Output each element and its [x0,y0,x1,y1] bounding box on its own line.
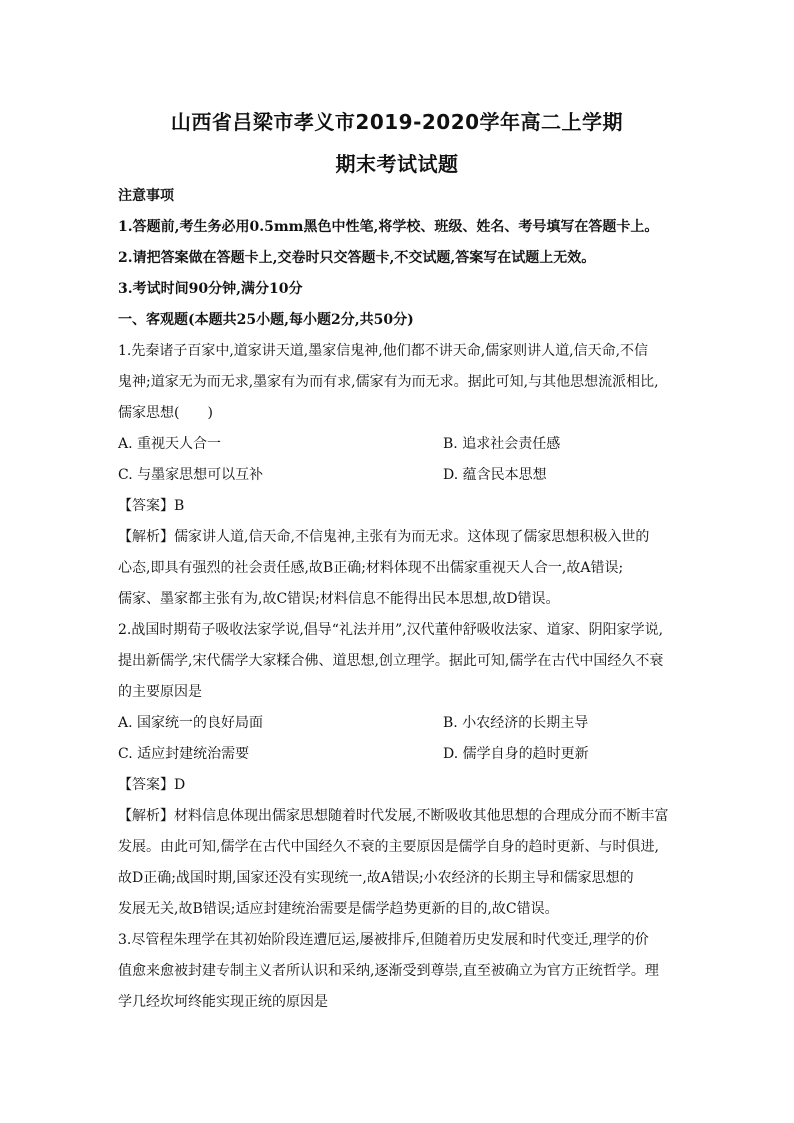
q3-stem-line2: 值愈来愈被封建专制主义者所认识和采纳,逐渐受到尊崇,直至被确立为官方正统哲学。理 [118,963,659,979]
q2-option-a: A. 国家统一的良好局面 [118,715,264,731]
q1-analysis-line3: 儒家、墨家都主张有为,故C错误;材料信息不能得出民本思想,故D错误。 [118,591,560,607]
q1-option-b: B. 追求社会责任感 [443,436,561,452]
q1-analysis-line1: 【解析】儒家讲人道,信天命,不信鬼神,主张有为而无求。这体现了儒家思想积极入世的 [118,529,650,545]
q3-stem-line3: 学几经坎坷终能实现正统的原因是 [118,994,328,1010]
q2-analysis-line2: 发展。由此可知,儒学在古代中国经久不衰的主要原因是儒学自身的趋时更新、与时俱进, [118,839,659,855]
notice-item-3: 3.考试时间90分钟,满分10分 [118,281,303,297]
q1-option-d: D. 蕴含民本思想 [443,467,547,483]
q1-stem-line3: 儒家思想( ) [118,405,213,421]
q1-stem-line1: 1.先秦诸子百家中,道家讲天道,墨家信鬼神,他们都不讲天命,儒家则讲人道,信天命,不信 [118,343,649,359]
q2-analysis-line3: 故D正确;战国时期,国家还没有实现统一,故A错误;小农经济的长期主导和儒家思想的 [118,870,634,886]
q2-option-c: C. 适应封建统治需要 [118,746,250,762]
q1-option-c: C. 与墨家思想可以互补 [118,467,264,483]
section-heading: 一、客观题(本题共25小题,每小题2分,共50分) [118,312,414,328]
q2-analysis-line4: 发展无关,故B错误;适应封建统治需要是儒学趋势更新的目的,故C错误。 [118,901,559,917]
q2-stem-line3: 的主要原因是 [118,684,202,700]
q2-analysis-line1: 【解析】材料信息体现出儒家思想随着时代发展,不断吸收其他思想的合理成分而不断丰富 [118,808,669,824]
exam-title-line1: 山西省吕梁市孝义市2019-2020学年高二上学期 [170,110,624,134]
notice-item-1: 1.答题前,考生务必用0.5mm黑色中性笔,将学校、班级、姓名、考号填写在答题卡上。 [118,219,659,235]
q1-stem-line2: 鬼神;道家无为而无求,墨家有为而有求,儒家有为而无求。据此可知,与其他思想流派相比, [118,374,659,390]
q3-stem-line1: 3.尽管程朱理学在其初始阶段连遭厄运,屡被排斥,但随着历史发展和时代变迁,理学的价 [118,932,649,948]
q2-answer: 【答案】D [118,777,186,793]
exam-title-line2: 期末考试试题 [335,152,459,176]
q2-option-b: B. 小农经济的长期主导 [443,715,589,731]
q2-stem-line2: 提出新儒学,宋代儒学大家糅合佛、道思想,创立理学。据此可知,儒学在古代中国经久不衰 [118,653,664,669]
notice-heading: 注意事项 [118,188,174,204]
q1-answer: 【答案】B [118,498,185,514]
q2-stem-line1: 2.战国时期荀子吸收法家学说,倡导“礼法并用”,汉代董仲舒吸收法家、道家、阴阳家学说, [118,622,664,638]
q1-analysis-line2: 心态,即具有强烈的社会责任感,故B正确;材料体现不出儒家重视天人合一,故A错误; [118,560,624,576]
q2-option-d: D. 儒学自身的趋时更新 [443,746,589,762]
notice-item-2: 2.请把答案做在答题卡上,交卷时只交答题卡,不交试题,答案写在试题上无效。 [118,250,596,266]
q1-option-a: A. 重视天人合一 [118,436,222,452]
